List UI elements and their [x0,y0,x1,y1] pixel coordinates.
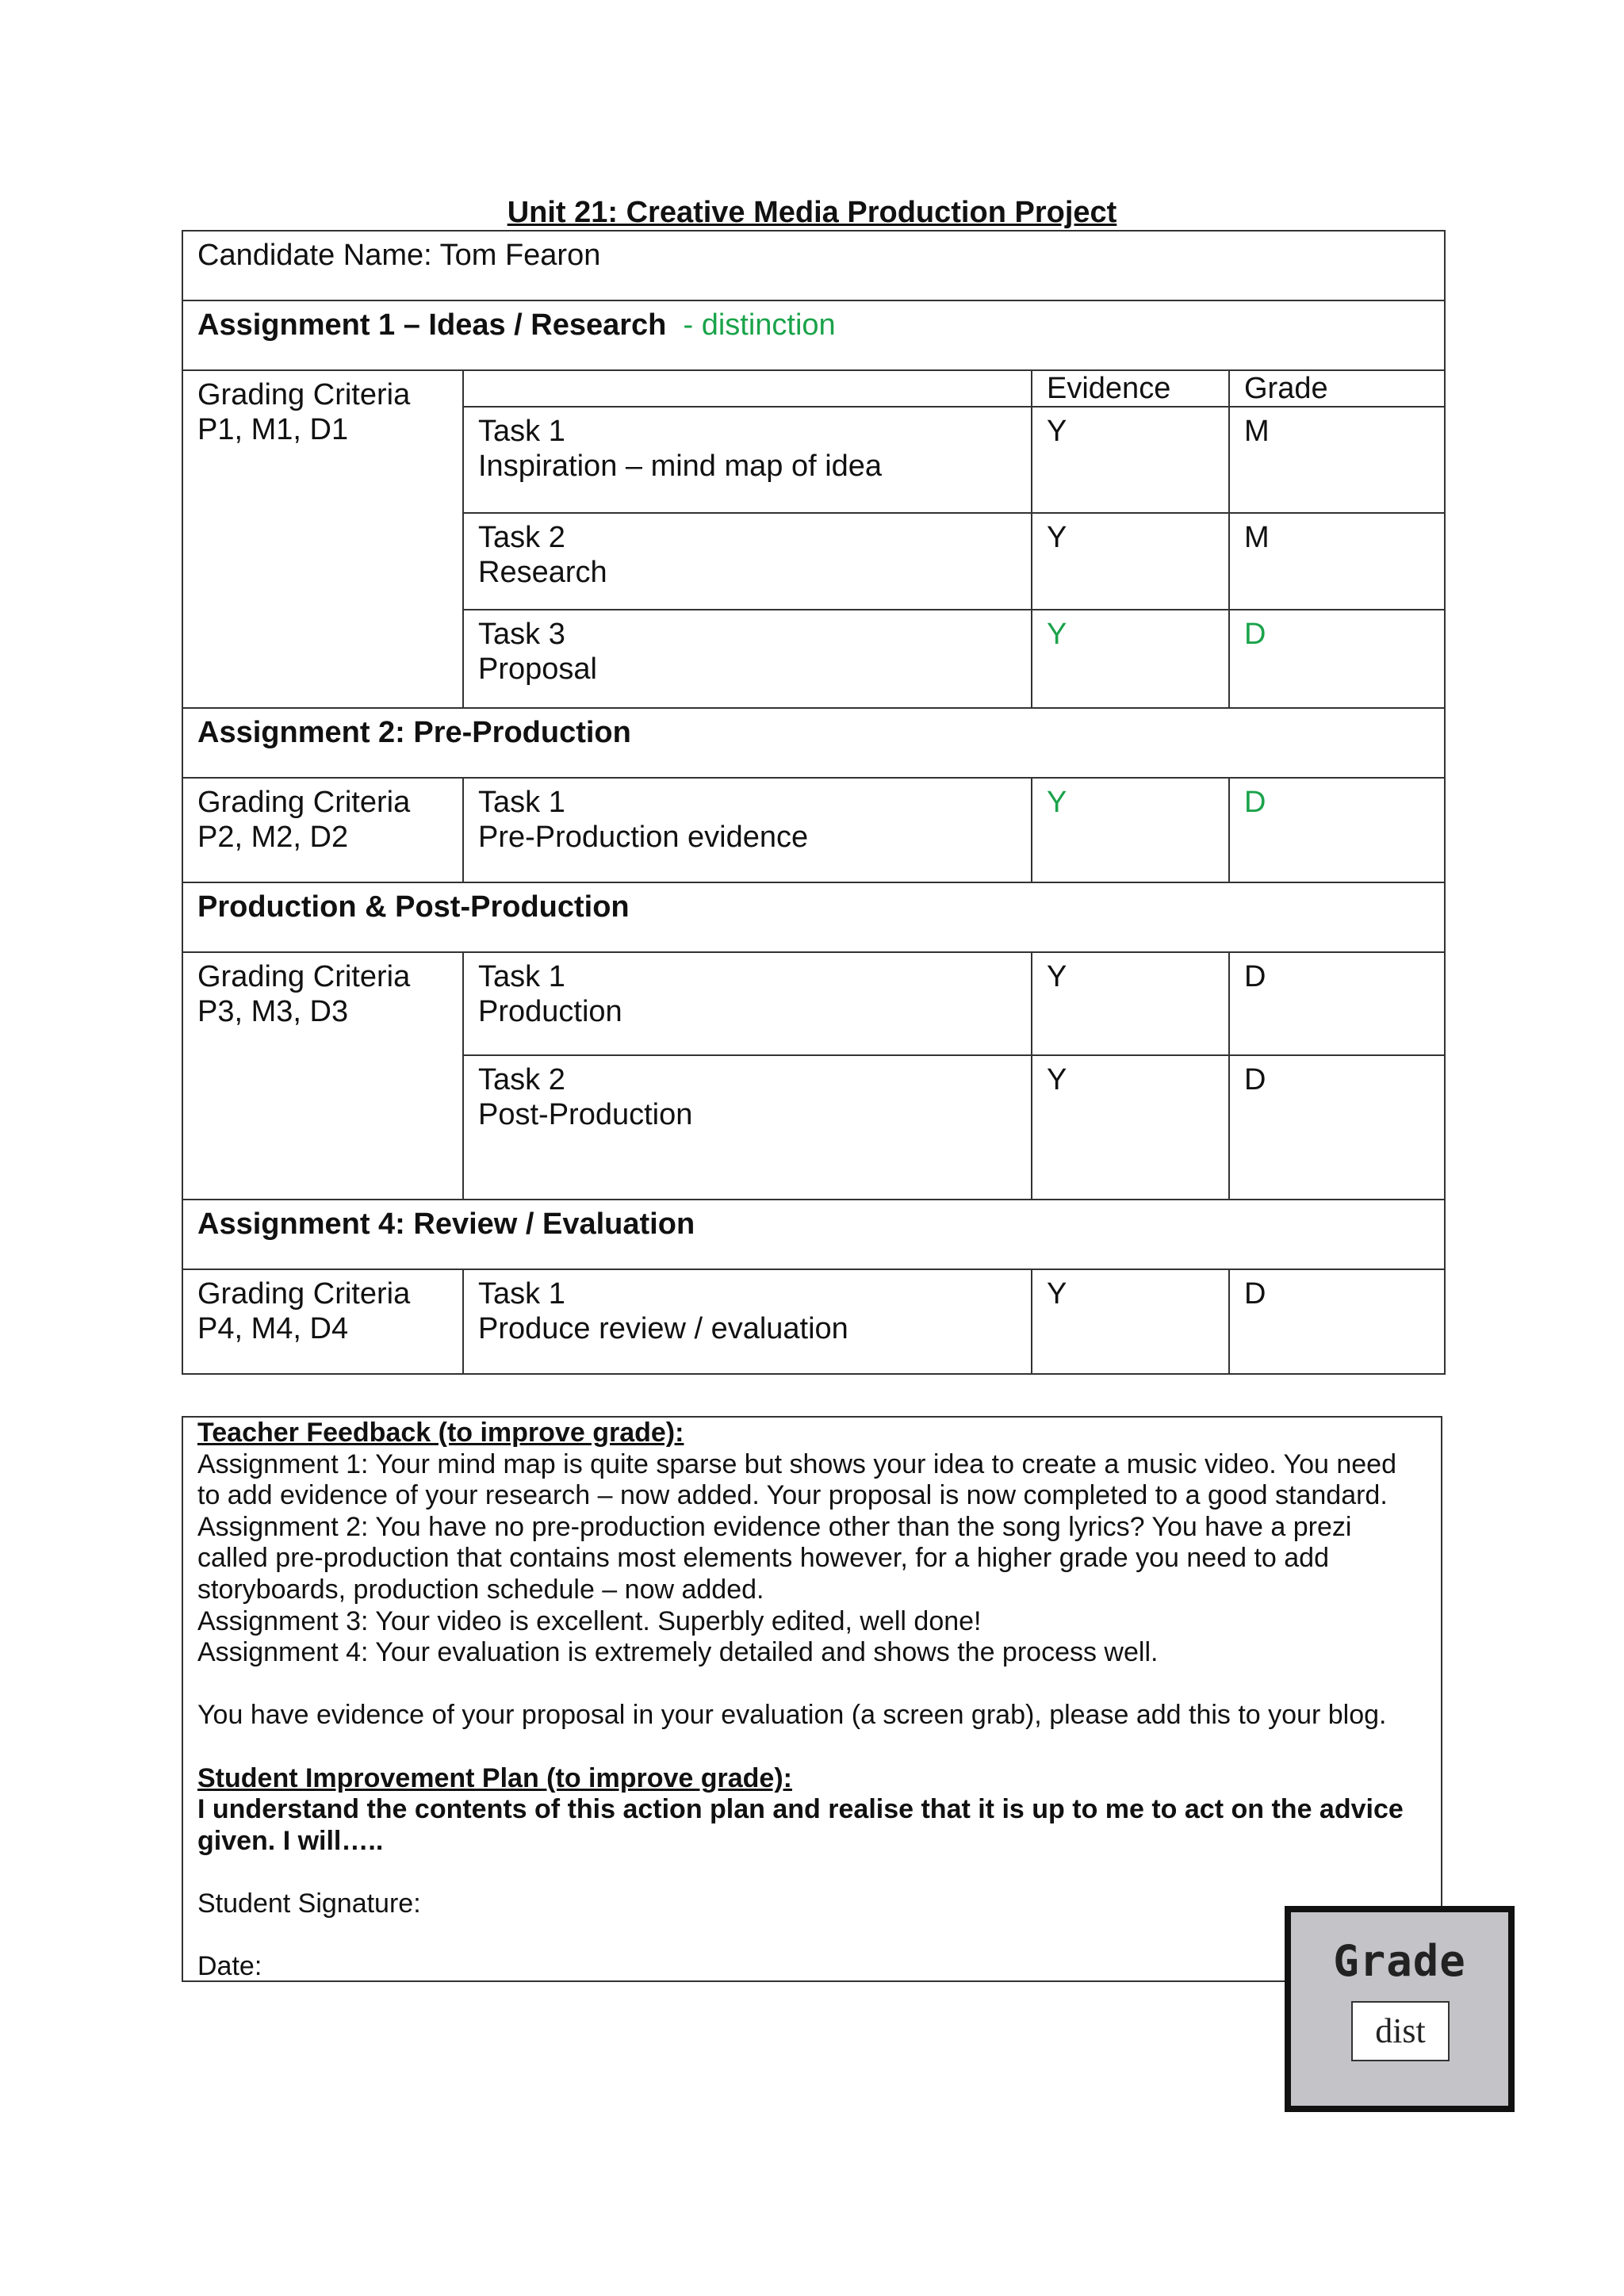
task-description: Research [478,556,607,589]
task-cell [463,513,1032,610]
signature-label: Student Signature: [197,1888,421,1919]
evidence-header: Evidence [1032,370,1229,407]
feedback-line: to add evidence of your research – now added. Your proposal is now completed to a good standard. [197,1480,1388,1511]
task-description: Produce review / evaluation [478,1312,848,1345]
feedback-line: called pre-production that contains most elements however, for a higher grade you need to add [197,1543,1329,1574]
feedback-line: Assignment 3: Your video is excellent. Superbly edited, well done! [197,1605,982,1636]
assignment-4-header-row [182,1200,1445,1269]
criteria-codes: P3, M3, D3 [197,995,349,1028]
grade-header: Grade [1229,370,1445,407]
assignment-3-heading: Production & Post-Production [182,882,1445,952]
task-cell [463,1269,1032,1374]
page-title: Unit 21: Creative Media Production Project [507,196,1117,229]
assignment-4-heading: Assignment 4: Review / Evaluation [182,1200,1445,1269]
assignment-1-heading [182,300,1445,370]
feedback-heading: Teacher Feedback (to improve grade): [197,1418,684,1448]
improvement-line: given. I will….. [197,1825,384,1856]
criteria-codes: P2, M2, D2 [197,821,349,854]
criteria-label: Grading Criteria [197,378,411,411]
table-row [182,1269,1445,1374]
feedback-line: storyboards, production schedule – now added. [197,1574,764,1605]
assignment-1-column-headers [182,370,1445,407]
grade-cell: D [1229,610,1445,708]
feedback-line: Assignment 1: Your mind map is quite sparse but shows your idea to create a music video. You need [197,1448,1397,1479]
feedback-note: You have evidence of your proposal in your evaluation (a screen grab), please add this to your blog. [197,1700,1387,1731]
assignment-3-criteria [182,952,463,1200]
task-cell [463,407,1032,513]
improvement-line: I understand the contents of this action plan and realise that it is up to me to act on the advice [197,1794,1404,1825]
criteria-label: Grading Criteria [197,786,411,819]
task-name: Task 1 [478,415,565,448]
table-row [182,952,1445,1055]
task-description: Inspiration – mind map of idea [478,450,883,483]
evidence-cell: Y [1032,1269,1229,1374]
grade-cell: D [1229,952,1445,1055]
assignment-2-criteria [182,778,463,882]
assessment-table [182,230,1446,1375]
task-name: Task 1 [478,786,565,819]
assignment-4-criteria [182,1269,463,1374]
candidate-row [182,231,1445,300]
evidence-cell: Y [1032,513,1229,610]
task-description: Pre-Production evidence [478,821,809,854]
grade-cell: M [1229,407,1445,513]
grade-cell: D [1229,1055,1445,1200]
evidence-cell: Y [1032,952,1229,1055]
task-description: Production [478,995,622,1028]
assignment-1-header-row [182,300,1445,370]
task-header-blank [463,370,1032,407]
grade-cell: D [1229,1269,1445,1374]
task-cell [463,952,1032,1055]
grade-cell: M [1229,513,1445,610]
task-cell [463,1055,1032,1200]
candidate-name: Candidate Name: Tom Fearon [182,231,1445,300]
feedback-box [182,1416,1442,1982]
evidence-cell: Y [1032,778,1229,882]
assignment-1-title: Assignment 1 – Ideas / Research [197,308,667,342]
table-row [182,778,1445,882]
task-cell [463,778,1032,882]
task-name: Task 1 [478,960,565,993]
feedback-line: Assignment 4: Your evaluation is extremely detailed and shows the process well. [197,1637,1159,1668]
feedback-line: Assignment 2: You have no pre-production evidence other than the song lyrics? You have a prezi [197,1511,1352,1542]
task-name: Task 2 [478,521,565,554]
criteria-label: Grading Criteria [197,960,411,993]
evidence-cell: Y [1032,610,1229,708]
criteria-codes: P1, M1, D1 [197,413,349,446]
grade-cell: D [1229,778,1445,882]
evidence-cell: Y [1032,1055,1229,1200]
grade-stamp [1285,1906,1515,2112]
task-description: Post-Production [478,1098,693,1131]
evidence-cell: Y [1032,407,1229,513]
improvement-heading: Student Improvement Plan (to improve grade): [197,1762,792,1793]
grade-stamp-label: Grade [1333,1936,1466,1986]
criteria-codes: P4, M4, D4 [197,1312,349,1345]
date-label: Date: [197,1951,262,1982]
assignment-1-result: - distinction [683,308,836,342]
assignment-2-header-row [182,708,1445,778]
criteria-label: Grading Criteria [197,1277,411,1311]
task-description: Proposal [478,652,597,686]
task-name: Task 2 [478,1063,565,1096]
task-name: Task 3 [478,618,565,651]
task-cell [463,610,1032,708]
grade-stamp-value: dist [1351,2001,1450,2061]
assignment-3-header-row [182,882,1445,952]
task-name: Task 1 [478,1277,565,1311]
assignment-2-heading: Assignment 2: Pre-Production [182,708,1445,778]
assignment-1-criteria [182,370,463,708]
